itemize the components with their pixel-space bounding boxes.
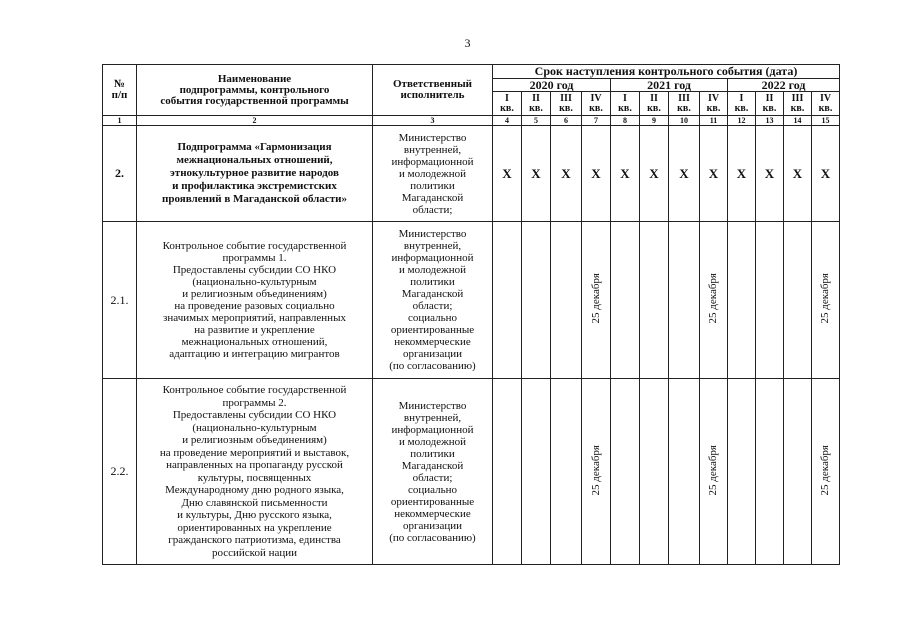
col-index: 12 <box>728 116 756 126</box>
q-2020-1 <box>493 92 522 116</box>
mark-cell <box>669 222 700 379</box>
mark-cell <box>812 222 840 379</box>
row-responsible <box>373 222 493 379</box>
row-responsible <box>373 126 493 222</box>
q-2022-4 <box>812 92 840 116</box>
mark-cell <box>582 222 611 379</box>
quarter-label: II кв. <box>647 92 661 114</box>
col-index: 15 <box>812 116 840 126</box>
quarter-label: III кв. <box>677 92 691 114</box>
mark-cell <box>756 379 784 565</box>
row-num: 2.1. <box>103 222 137 379</box>
row-name <box>137 379 373 565</box>
quarter-label: I кв. <box>618 92 632 114</box>
col-index: 4 <box>493 116 522 126</box>
mark-cell <box>551 379 582 565</box>
row-num: 2.2. <box>103 379 137 565</box>
mark-cell <box>551 222 582 379</box>
q-2021-3 <box>669 92 700 116</box>
mark-cell: X <box>640 126 669 222</box>
q-2021-4 <box>700 92 728 116</box>
deadline-text: 25 декабря <box>819 444 831 496</box>
page-number: 3 <box>464 36 471 50</box>
quarter-label: IV кв. <box>818 92 833 114</box>
mark-cell <box>640 379 669 565</box>
mark-cell: X <box>611 126 640 222</box>
mark-cell: X <box>728 126 756 222</box>
col-index: 10 <box>669 116 700 126</box>
table-row <box>103 126 840 222</box>
row-responsible-text: Министерство внутренней, информационной и молодежной политики Магаданской области; социально ориентированные некоммерческие организации (по согласованию) <box>389 228 476 372</box>
mark-cell: X <box>582 126 611 222</box>
mark-cell: X <box>784 126 812 222</box>
q-2022-1 <box>728 92 756 116</box>
row-name <box>137 222 373 379</box>
deadline-text: 25 декабря <box>819 273 831 324</box>
deadline-text: 25 декабря <box>707 273 719 324</box>
header-year-2020: 2020 год <box>493 79 611 92</box>
q-2020-3 <box>551 92 582 116</box>
column-index-row <box>103 116 840 126</box>
q-2021-2 <box>640 92 669 116</box>
row-responsible-text: Министерство внутренней, информационной и молодежной политики Магаданской области; <box>391 131 474 216</box>
mark-cell <box>611 222 640 379</box>
mark-cell <box>493 222 522 379</box>
mark-cell <box>640 222 669 379</box>
col-index: 13 <box>756 116 784 126</box>
mark-cell: X <box>812 126 840 222</box>
row-num: 2. <box>103 126 137 222</box>
mark-cell: X <box>669 126 700 222</box>
deadline-text: 25 декабря <box>589 273 602 324</box>
col-index: 8 <box>611 116 640 126</box>
col-index: 14 <box>784 116 812 126</box>
mark-cell: X <box>700 126 728 222</box>
row-responsible-text: Министерство внутренней, информационной и молодежной политики Магаданской области; социально ориентированные некоммерческие организации (по согласованию) <box>389 399 476 544</box>
header-name <box>137 65 373 116</box>
q-2022-2 <box>756 92 784 116</box>
mark-cell <box>700 222 728 379</box>
header-num <box>103 65 137 116</box>
table-row <box>103 222 840 379</box>
q-2022-3 <box>784 92 812 116</box>
header-name-text: Наименование подпрограммы, контрольного события государственной программы <box>160 72 349 107</box>
col-index: 3 <box>373 116 493 126</box>
header-responsible-text: Ответственный исполнитель <box>392 78 473 101</box>
q-2020-2 <box>522 92 551 116</box>
header-year-2021: 2021 год <box>611 79 728 92</box>
quarter-label: I кв. <box>500 92 514 114</box>
col-index: 11 <box>700 116 728 126</box>
quarter-label: IV кв. <box>706 92 721 114</box>
quarter-label: III кв. <box>559 92 573 114</box>
row-name-text: Подпрограмма «Гармонизация межнациональных отношений, этнокультурное развитие народов и профилактика экстремистских проявлений в Магаданской области» <box>162 141 347 205</box>
quarter-label: II кв. <box>762 92 777 114</box>
header-deadline: Срок наступления контрольного события (дата) <box>493 65 840 79</box>
mark-cell <box>611 379 640 565</box>
deadline-text: 25 декабря <box>589 444 602 496</box>
mark-cell <box>522 222 551 379</box>
quarter-label: IV кв. <box>589 92 603 114</box>
header-year-2022: 2022 год <box>728 79 840 92</box>
col-index: 6 <box>551 116 582 126</box>
quarter-label: III кв. <box>790 92 805 114</box>
row-name-text: Контрольное событие государственной программы 2. Предоставлены субсидии СО НКО (национально-культурным и религиозным объединениям) на проведение мероприятий и выставок, направленных на пропаганду русской культуры, посвященных Международному дню родного языка, Дню славянской письменности и культуры, Дню русского языка, ориентированных на укрепление гражданского патриотизма, единства российской нации <box>159 384 350 559</box>
col-index: 1 <box>103 116 137 126</box>
mark-cell <box>812 379 840 565</box>
row-name-text: Контрольное событие государственной программы 1. Предоставлены субсидии СО НКО (национально-культурным и религиозным объединениям) на проведение разовых социально значимых мероприятий, направленных на развитие и укрепление межнациональных отношений, адаптацию и интеграцию мигрантов <box>162 240 347 360</box>
quarter-label: I кв. <box>734 92 749 114</box>
control-events-table <box>102 64 840 565</box>
col-index: 2 <box>137 116 373 126</box>
mark-cell <box>756 222 784 379</box>
mark-cell: X <box>493 126 522 222</box>
col-index: 9 <box>640 116 669 126</box>
q-2020-4 <box>582 92 611 116</box>
mark-cell: X <box>522 126 551 222</box>
header-responsible <box>373 65 493 116</box>
mark-cell <box>784 379 812 565</box>
quarter-label: II кв. <box>529 92 543 114</box>
mark-cell <box>728 379 756 565</box>
mark-cell: X <box>756 126 784 222</box>
col-index: 5 <box>522 116 551 126</box>
col-index: 7 <box>582 116 611 126</box>
row-name <box>137 126 373 222</box>
mark-cell <box>728 222 756 379</box>
mark-cell <box>522 379 551 565</box>
deadline-text: 25 декабря <box>707 444 719 496</box>
mark-cell <box>784 222 812 379</box>
row-responsible <box>373 379 493 565</box>
mark-cell <box>582 379 611 565</box>
mark-cell <box>669 379 700 565</box>
q-2021-1 <box>611 92 640 116</box>
table-row <box>103 379 840 565</box>
mark-cell: X <box>551 126 582 222</box>
mark-cell <box>700 379 728 565</box>
mark-cell <box>493 379 522 565</box>
header-num-text: № п/п <box>111 78 128 101</box>
